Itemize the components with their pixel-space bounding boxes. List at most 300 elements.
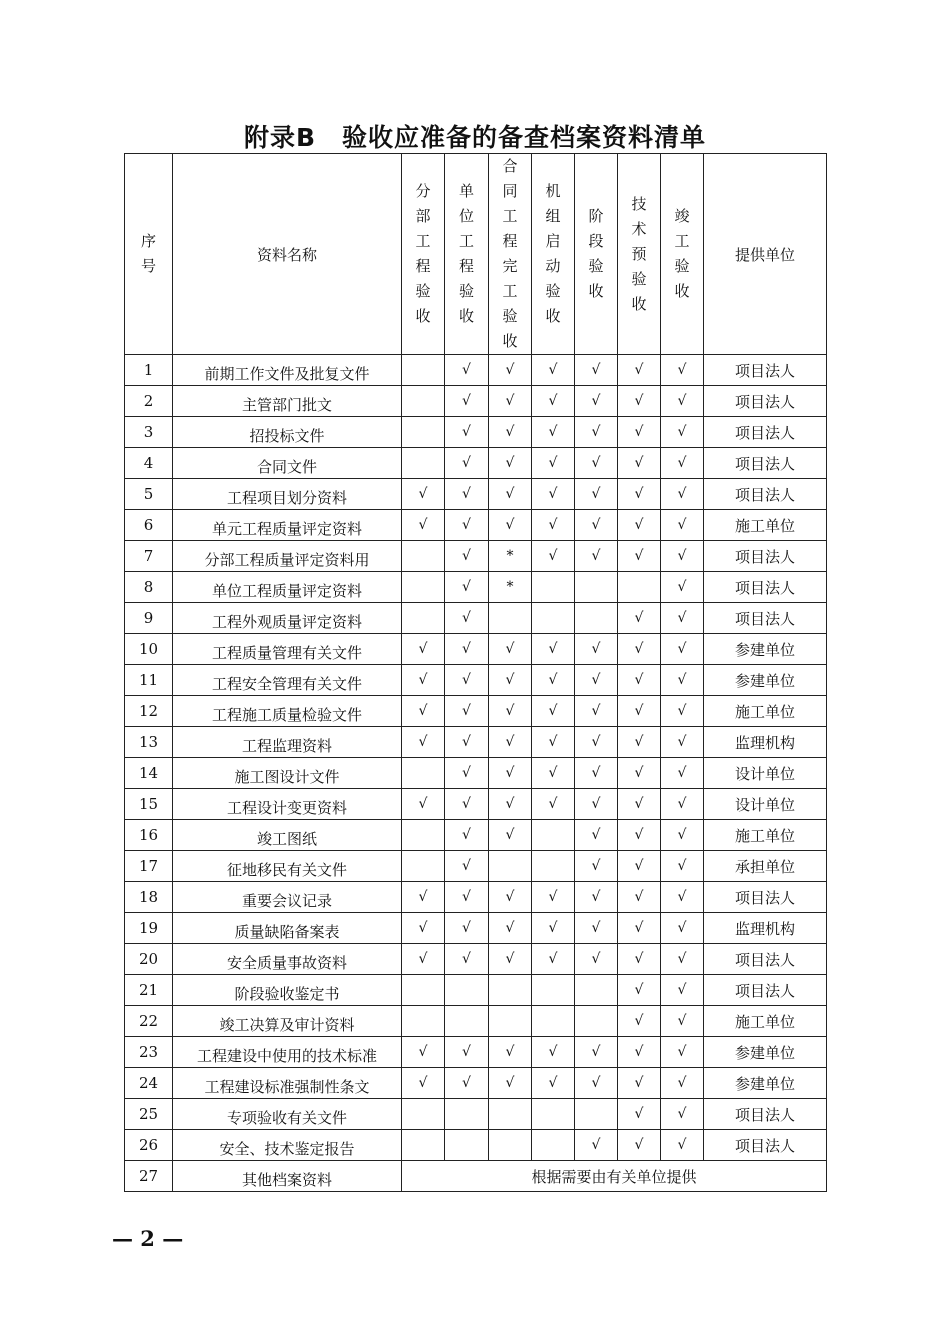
stage-mark — [532, 603, 575, 634]
item-name-text: 合同文件 — [256, 457, 317, 476]
stage-mark: √ — [661, 727, 704, 758]
item-name-text: 分部工程质量评定资料用 — [204, 550, 370, 569]
stage-mark: √ — [575, 1130, 618, 1161]
stage-mark: √ — [532, 913, 575, 944]
row-number: 4 — [125, 448, 173, 479]
table-row — [125, 1068, 827, 1099]
item-name-text: 阶段验收鉴定书 — [234, 984, 340, 1003]
item-name-text: 其他档案资料 — [241, 1170, 332, 1189]
stage-mark: √ — [618, 417, 661, 448]
item-name — [173, 913, 402, 944]
stage-mark — [489, 851, 532, 882]
stage-mark: √ — [532, 510, 575, 541]
stage-mark: √ — [445, 820, 489, 851]
item-name — [173, 727, 402, 758]
stage-mark: √ — [575, 541, 618, 572]
stage-mark: √ — [489, 727, 532, 758]
item-name — [173, 975, 402, 1006]
stage-mark — [489, 603, 532, 634]
stage-mark: √ — [661, 820, 704, 851]
item-name-text: 工程建设标准强制性条文 — [204, 1077, 370, 1096]
stage-mark: √ — [618, 479, 661, 510]
stage-mark: √ — [402, 696, 445, 727]
item-name-text: 单位工程质量评定资料 — [211, 581, 362, 600]
item-name-text: 质量缺陷备案表 — [234, 922, 340, 941]
table-row — [125, 913, 827, 944]
stage-mark: √ — [661, 417, 704, 448]
provider-unit: 项目法人 — [704, 975, 827, 1006]
table-row — [125, 975, 827, 1006]
provider-unit: 承担单位 — [704, 851, 827, 882]
item-name — [173, 479, 402, 510]
stage-mark: √ — [575, 479, 618, 510]
stage-mark: √ — [445, 448, 489, 479]
item-name — [173, 851, 402, 882]
stage-mark: √ — [661, 665, 704, 696]
item-name — [173, 1006, 402, 1037]
stage-mark: √ — [618, 727, 661, 758]
provider-unit: 参建单位 — [704, 1068, 827, 1099]
stage-mark: √ — [532, 696, 575, 727]
archive-checklist-table — [124, 153, 827, 1192]
row-number: 25 — [125, 1099, 173, 1130]
item-name — [173, 541, 402, 572]
item-name-text: 招投标文件 — [249, 426, 325, 445]
stage-mark: √ — [661, 696, 704, 727]
item-name — [173, 510, 402, 541]
row-number: 15 — [125, 789, 173, 820]
table-row — [125, 696, 827, 727]
row-number: 18 — [125, 882, 173, 913]
stage-mark: √ — [489, 944, 532, 975]
table-row — [125, 1099, 827, 1130]
page-number: — 2 — — [112, 1226, 184, 1251]
stage-mark: √ — [661, 572, 704, 603]
stage-mark: √ — [445, 510, 489, 541]
table-row — [125, 1161, 827, 1192]
provider-unit: 监理机构 — [704, 727, 827, 758]
header-stage: 技术预验收 — [618, 154, 661, 355]
stage-mark: √ — [575, 789, 618, 820]
stage-mark: √ — [489, 448, 532, 479]
table-row — [125, 851, 827, 882]
stage-mark: √ — [575, 1037, 618, 1068]
stage-mark — [532, 975, 575, 1006]
stage-mark: √ — [661, 355, 704, 386]
stage-mark: √ — [532, 417, 575, 448]
stage-mark: √ — [489, 696, 532, 727]
provider-note: 根据需要由有关单位提供 — [402, 1161, 827, 1192]
stage-mark: √ — [532, 727, 575, 758]
table-row — [125, 355, 827, 386]
stage-mark: √ — [532, 758, 575, 789]
stage-mark — [532, 1006, 575, 1037]
row-number: 21 — [125, 975, 173, 1006]
stage-mark: √ — [575, 851, 618, 882]
item-name — [173, 1130, 402, 1161]
stage-mark: √ — [575, 417, 618, 448]
stage-mark: √ — [661, 1037, 704, 1068]
stage-mark: √ — [661, 603, 704, 634]
stage-mark: √ — [489, 634, 532, 665]
stage-mark: √ — [402, 913, 445, 944]
stage-mark: √ — [618, 975, 661, 1006]
stage-mark: * — [489, 541, 532, 572]
stage-mark: √ — [445, 572, 489, 603]
stage-mark: √ — [445, 1037, 489, 1068]
item-name-text: 工程设计变更资料 — [226, 798, 347, 817]
row-number: 24 — [125, 1068, 173, 1099]
stage-mark: √ — [618, 944, 661, 975]
item-name — [173, 386, 402, 417]
stage-mark: √ — [618, 1006, 661, 1037]
stage-mark: √ — [532, 1068, 575, 1099]
provider-unit: 参建单位 — [704, 1037, 827, 1068]
item-name-text: 工程施工质量检验文件 — [211, 705, 362, 724]
stage-mark — [402, 572, 445, 603]
provider-unit: 项目法人 — [704, 386, 827, 417]
table-row — [125, 572, 827, 603]
stage-mark — [532, 572, 575, 603]
table-row — [125, 820, 827, 851]
stage-mark: √ — [445, 386, 489, 417]
stage-mark — [489, 975, 532, 1006]
item-name-text: 工程外观质量评定资料 — [211, 612, 362, 631]
stage-mark — [445, 1006, 489, 1037]
item-name-text: 工程监理资料 — [241, 736, 332, 755]
provider-unit: 项目法人 — [704, 603, 827, 634]
item-name-text: 工程建设中使用的技术标准 — [196, 1046, 377, 1065]
item-name-text: 工程安全管理有关文件 — [211, 674, 362, 693]
provider-unit: 施工单位 — [704, 820, 827, 851]
stage-mark — [402, 448, 445, 479]
provider-unit: 施工单位 — [704, 510, 827, 541]
item-name-text: 征地移民有关文件 — [226, 860, 347, 879]
stage-mark: √ — [618, 789, 661, 820]
stage-mark — [489, 1130, 532, 1161]
stage-mark: √ — [661, 448, 704, 479]
stage-mark: √ — [402, 665, 445, 696]
row-number: 12 — [125, 696, 173, 727]
stage-mark: √ — [445, 913, 489, 944]
stage-mark: √ — [489, 479, 532, 510]
table-row — [125, 758, 827, 789]
stage-mark: √ — [532, 448, 575, 479]
stage-mark: √ — [618, 448, 661, 479]
header-seq: 序号 — [125, 154, 173, 355]
item-name-text: 施工图设计文件 — [234, 767, 340, 786]
row-number: 26 — [125, 1130, 173, 1161]
row-number: 9 — [125, 603, 173, 634]
item-name — [173, 882, 402, 913]
stage-mark: √ — [661, 1068, 704, 1099]
provider-unit: 项目法人 — [704, 1099, 827, 1130]
stage-mark: √ — [402, 944, 445, 975]
stage-mark: √ — [532, 386, 575, 417]
provider-unit: 监理机构 — [704, 913, 827, 944]
row-number: 6 — [125, 510, 173, 541]
item-name — [173, 665, 402, 696]
table-row — [125, 665, 827, 696]
row-number: 10 — [125, 634, 173, 665]
stage-mark: √ — [445, 882, 489, 913]
item-name — [173, 417, 402, 448]
stage-mark: √ — [661, 1130, 704, 1161]
header-stage: 阶段验收 — [575, 154, 618, 355]
item-name-text: 前期工作文件及批复文件 — [204, 364, 370, 383]
stage-mark: √ — [489, 510, 532, 541]
stage-mark: √ — [445, 665, 489, 696]
stage-mark — [402, 851, 445, 882]
header-stage: 合同工程完工验收 — [489, 154, 532, 355]
table-row — [125, 541, 827, 572]
header-stage: 竣工验收 — [661, 154, 704, 355]
table-row — [125, 386, 827, 417]
stage-mark: √ — [575, 727, 618, 758]
stage-mark: √ — [402, 882, 445, 913]
stage-mark — [402, 758, 445, 789]
stage-mark: √ — [661, 634, 704, 665]
header-name: 资料名称 — [173, 154, 402, 355]
stage-mark: √ — [618, 913, 661, 944]
stage-mark: √ — [661, 479, 704, 510]
stage-mark: √ — [661, 944, 704, 975]
stage-mark: √ — [402, 1037, 445, 1068]
stage-mark — [402, 1006, 445, 1037]
table-row — [125, 1037, 827, 1068]
item-name — [173, 1099, 402, 1130]
stage-mark: √ — [489, 665, 532, 696]
provider-unit: 施工单位 — [704, 696, 827, 727]
row-number: 1 — [125, 355, 173, 386]
stage-mark: √ — [532, 944, 575, 975]
stage-mark: √ — [445, 758, 489, 789]
row-number: 17 — [125, 851, 173, 882]
stage-mark: √ — [402, 510, 445, 541]
stage-mark: √ — [532, 789, 575, 820]
stage-mark: √ — [661, 1006, 704, 1037]
stage-mark: √ — [445, 789, 489, 820]
stage-mark: √ — [532, 1037, 575, 1068]
stage-mark: √ — [575, 820, 618, 851]
stage-mark — [532, 1130, 575, 1161]
stage-mark — [489, 1099, 532, 1130]
row-number: 7 — [125, 541, 173, 572]
stage-mark: √ — [618, 1099, 661, 1130]
stage-mark — [402, 1130, 445, 1161]
item-name-text: 安全质量事故资料 — [226, 953, 347, 972]
item-name — [173, 572, 402, 603]
stage-mark: √ — [618, 882, 661, 913]
provider-unit: 项目法人 — [704, 448, 827, 479]
item-name — [173, 758, 402, 789]
row-number: 13 — [125, 727, 173, 758]
table-row — [125, 417, 827, 448]
provider-unit: 项目法人 — [704, 417, 827, 448]
row-number: 5 — [125, 479, 173, 510]
stage-mark: √ — [618, 696, 661, 727]
item-name-text: 工程项目划分资料 — [226, 488, 347, 507]
row-number: 22 — [125, 1006, 173, 1037]
stage-mark: √ — [402, 727, 445, 758]
stage-mark: √ — [575, 634, 618, 665]
provider-unit: 参建单位 — [704, 665, 827, 696]
stage-mark: √ — [445, 417, 489, 448]
stage-mark: √ — [661, 975, 704, 1006]
stage-mark — [575, 1099, 618, 1130]
stage-mark: √ — [575, 696, 618, 727]
stage-mark: √ — [661, 882, 704, 913]
stage-mark: √ — [532, 665, 575, 696]
table-body — [125, 355, 827, 1192]
header-row — [125, 154, 827, 355]
stage-mark: √ — [532, 479, 575, 510]
stage-mark: √ — [661, 851, 704, 882]
row-number: 19 — [125, 913, 173, 944]
stage-mark: √ — [489, 386, 532, 417]
stage-mark: √ — [489, 913, 532, 944]
stage-mark: √ — [661, 541, 704, 572]
stage-mark: √ — [575, 665, 618, 696]
item-name-text: 单元工程质量评定资料 — [211, 519, 362, 538]
stage-mark: √ — [489, 758, 532, 789]
item-name-text: 主管部门批文 — [241, 395, 332, 414]
stage-mark: √ — [575, 758, 618, 789]
stage-mark: √ — [402, 479, 445, 510]
stage-mark — [575, 975, 618, 1006]
item-name-text: 工程质量管理有关文件 — [211, 643, 362, 662]
stage-mark: √ — [661, 758, 704, 789]
stage-mark: √ — [445, 541, 489, 572]
table-row — [125, 448, 827, 479]
stage-mark: √ — [445, 634, 489, 665]
stage-mark — [402, 541, 445, 572]
stage-mark: √ — [575, 355, 618, 386]
stage-mark — [532, 820, 575, 851]
table-row — [125, 1006, 827, 1037]
header-stage: 机组启动验收 — [532, 154, 575, 355]
item-name-text: 重要会议记录 — [241, 891, 332, 910]
item-name — [173, 448, 402, 479]
item-name — [173, 1068, 402, 1099]
header-provider: 提供单位 — [704, 154, 827, 355]
stage-mark: √ — [575, 944, 618, 975]
stage-mark: √ — [575, 510, 618, 541]
item-name-text: 安全、技术鉴定报告 — [219, 1139, 355, 1158]
stage-mark: √ — [661, 386, 704, 417]
stage-mark: √ — [661, 913, 704, 944]
stage-mark — [618, 572, 661, 603]
stage-mark: √ — [618, 1130, 661, 1161]
stage-mark: √ — [445, 696, 489, 727]
stage-mark: √ — [575, 882, 618, 913]
stage-mark: √ — [618, 355, 661, 386]
header-stage: 单位工程验收 — [445, 154, 489, 355]
stage-mark: √ — [445, 727, 489, 758]
stage-mark: √ — [489, 417, 532, 448]
stage-mark: √ — [445, 355, 489, 386]
row-number: 27 — [125, 1161, 173, 1192]
stage-mark: √ — [489, 1037, 532, 1068]
stage-mark: √ — [489, 1068, 532, 1099]
stage-mark: √ — [575, 448, 618, 479]
stage-mark: √ — [661, 789, 704, 820]
stage-mark: √ — [618, 510, 661, 541]
stage-mark — [575, 603, 618, 634]
stage-mark — [402, 603, 445, 634]
stage-mark: √ — [575, 1068, 618, 1099]
item-name — [173, 603, 402, 634]
row-number: 3 — [125, 417, 173, 448]
stage-mark: √ — [532, 355, 575, 386]
item-name — [173, 696, 402, 727]
provider-unit: 项目法人 — [704, 355, 827, 386]
stage-mark: √ — [532, 541, 575, 572]
row-number: 20 — [125, 944, 173, 975]
provider-unit: 设计单位 — [704, 789, 827, 820]
item-name-text: 专项验收有关文件 — [226, 1108, 347, 1127]
stage-mark: √ — [402, 634, 445, 665]
stage-mark: √ — [532, 882, 575, 913]
table-row — [125, 882, 827, 913]
provider-unit: 设计单位 — [704, 758, 827, 789]
stage-mark: √ — [489, 789, 532, 820]
stage-mark — [575, 572, 618, 603]
stage-mark: * — [489, 572, 532, 603]
stage-mark: √ — [618, 386, 661, 417]
stage-mark: √ — [575, 913, 618, 944]
stage-mark: √ — [618, 851, 661, 882]
stage-mark — [402, 1099, 445, 1130]
item-name — [173, 944, 402, 975]
table-row — [125, 479, 827, 510]
stage-mark: √ — [575, 386, 618, 417]
stage-mark — [402, 417, 445, 448]
table-row — [125, 634, 827, 665]
provider-unit: 项目法人 — [704, 944, 827, 975]
stage-mark — [575, 1006, 618, 1037]
stage-mark: √ — [618, 1068, 661, 1099]
stage-mark: √ — [445, 851, 489, 882]
stage-mark — [532, 851, 575, 882]
stage-mark: √ — [618, 541, 661, 572]
row-number: 11 — [125, 665, 173, 696]
stage-mark: √ — [661, 1099, 704, 1130]
stage-mark — [402, 820, 445, 851]
stage-mark: √ — [618, 820, 661, 851]
header-stage: 分部工程验收 — [402, 154, 445, 355]
stage-mark: √ — [618, 634, 661, 665]
stage-mark: √ — [618, 603, 661, 634]
stage-mark: √ — [661, 510, 704, 541]
stage-mark: √ — [445, 944, 489, 975]
stage-mark: √ — [532, 634, 575, 665]
stage-mark: √ — [402, 789, 445, 820]
stage-mark: √ — [489, 882, 532, 913]
item-name — [173, 1037, 402, 1068]
stage-mark: √ — [445, 603, 489, 634]
stage-mark: √ — [445, 479, 489, 510]
stage-mark: √ — [618, 758, 661, 789]
stage-mark — [402, 355, 445, 386]
stage-mark — [489, 1006, 532, 1037]
row-number: 16 — [125, 820, 173, 851]
stage-mark: √ — [618, 1037, 661, 1068]
provider-unit: 项目法人 — [704, 479, 827, 510]
row-number: 2 — [125, 386, 173, 417]
stage-mark — [402, 975, 445, 1006]
item-name-text: 竣工图纸 — [256, 829, 317, 848]
